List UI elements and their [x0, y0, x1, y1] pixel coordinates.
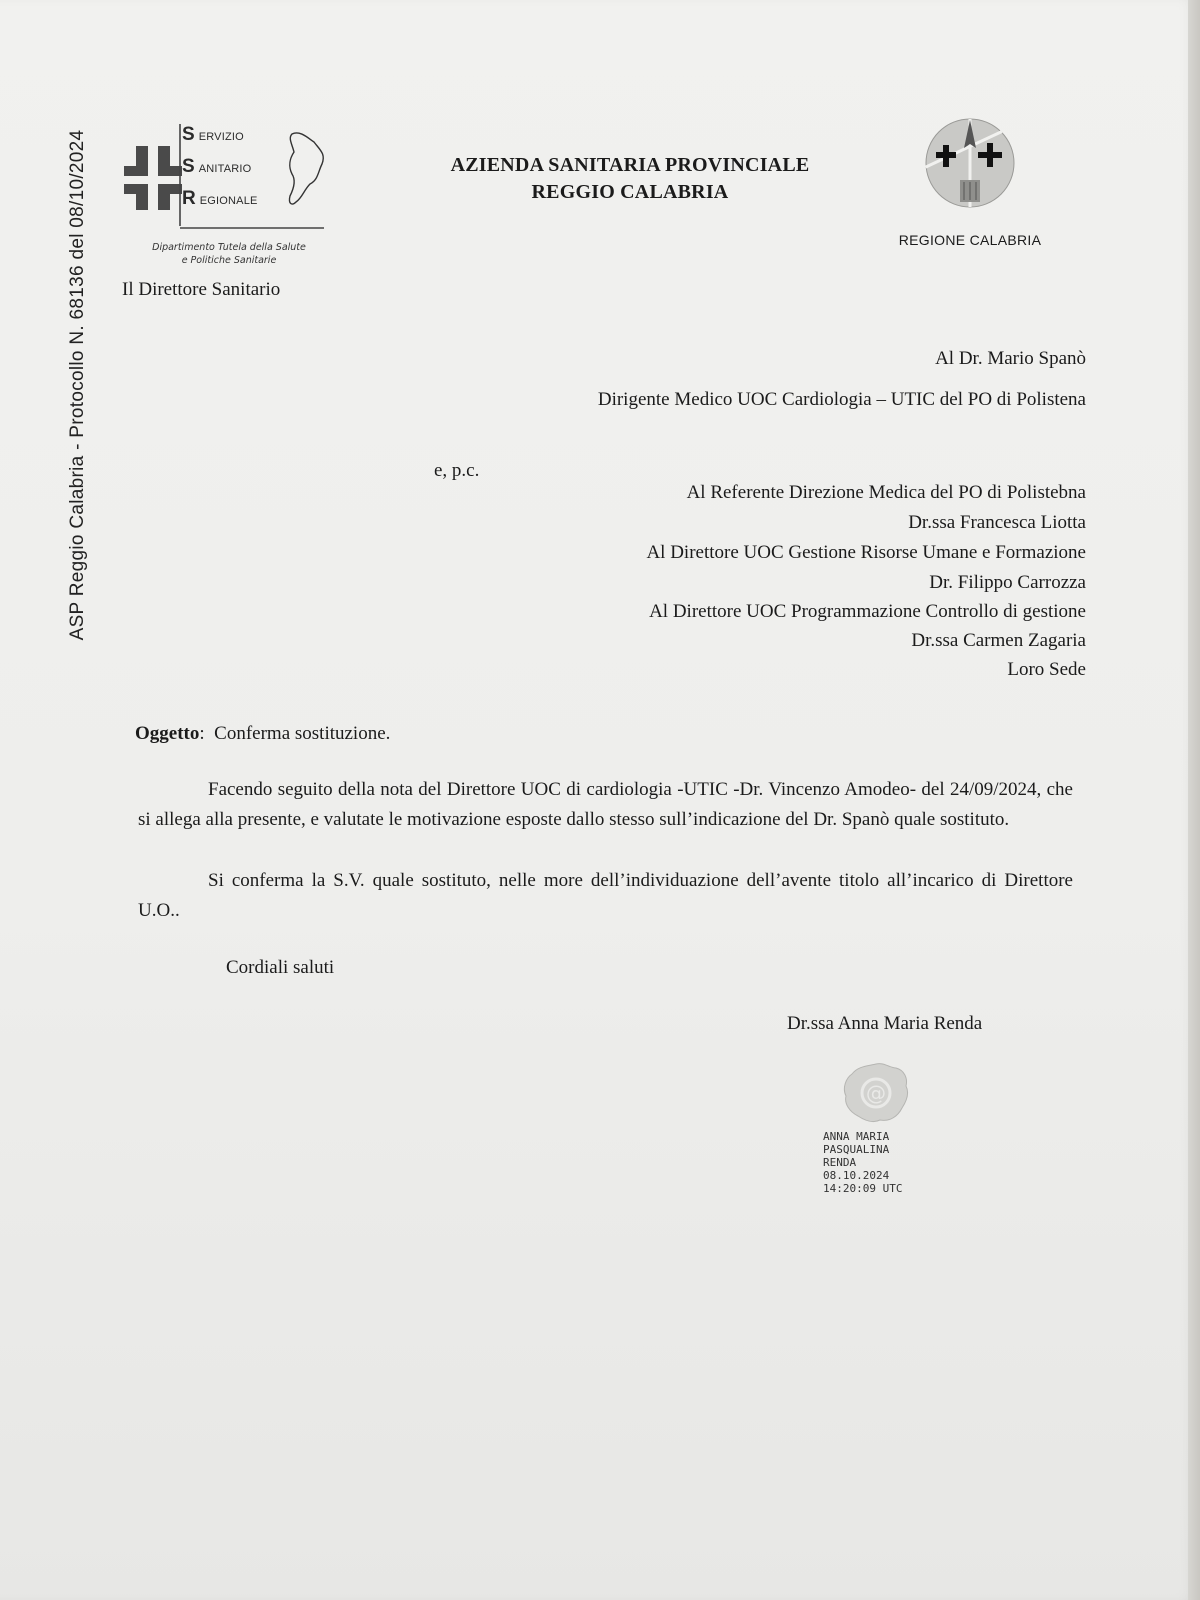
recipient-role: Dirigente Medico UOC Cardiologia – UTIC del PO di Polistena	[597, 389, 1086, 410]
cc-line: Dr.ssa Francesca Liotta	[908, 512, 1086, 533]
digital-signature-seal-icon	[840, 1060, 912, 1126]
cc-line: Dr.ssa Carmen Zagaria	[911, 630, 1086, 651]
ssr-wordmark: S ERVIZIO S ANITARIO R EGIONALE	[182, 124, 258, 209]
page-edge	[1188, 0, 1200, 1600]
cc-line: Al Referente Direzione Medica del PO di Polistebna	[686, 482, 1086, 503]
recipient-name: Al Dr. Mario Spanò	[935, 348, 1086, 369]
department-caption	[124, 241, 334, 267]
cc-line: Loro Sede	[1007, 659, 1086, 680]
sender-role: Il Direttore Sanitario	[122, 279, 281, 300]
department-line-2: e Politiche Sanitarie	[181, 255, 277, 266]
subject-text: Conferma sostituzione.	[214, 723, 391, 744]
body-paragraph-1: Facendo seguito della nota del Direttore UOC di cardiologia -UTIC -Dr. Vincenzo Amodeo- del 24/09/2024, che si allega alla presente, e valutate le motivazione esposte dallo stesso sull’indicazione del Dr. Spanò quale sostituto.	[138, 779, 1073, 830]
cc-line: Dr. Filippo Carrozza	[929, 572, 1086, 593]
closing-salutation: Cordiali saluti	[226, 957, 335, 978]
agency-title-line-1: AZIENDA SANITARIA PROVINCIALE	[450, 154, 810, 176]
cc-line: Al Direttore UOC Programmazione Controllo di gestione	[649, 601, 1086, 622]
subject-label: Oggetto	[135, 723, 200, 744]
agency-title-line-2: REGGIO CALABRIA	[531, 181, 729, 203]
signer-name: Dr.ssa Anna Maria Renda	[787, 1013, 983, 1034]
svg-text:@: @	[866, 1081, 886, 1105]
protocol-stamp: ASP Reggio Calabria - Protocollo N. 68136 del 08/10/2024	[67, 129, 88, 641]
cc-line: Al Direttore UOC Gestione Risorse Umane e Formazione	[646, 542, 1086, 563]
cc-label: e, p.c.	[434, 460, 480, 481]
body-paragraph-2: Si conferma la S.V. quale sostituto, nelle more dell’individuazione dell’avente titolo all’incarico di Direttore U.O..	[138, 870, 1073, 921]
region-label: REGIONE CALABRIA	[898, 232, 1042, 248]
regione-calabria-emblem	[920, 108, 1020, 218]
digital-signature-details: ANNA MARIA PASQUALINA RENDA 08.10.2024 14:20:09 UTC	[823, 1130, 903, 1195]
agency-title	[420, 152, 840, 206]
department-line-1: Dipartimento Tutela della Salute	[152, 242, 306, 253]
subject-line: Oggetto: Conferma sostituzione.	[135, 723, 391, 744]
